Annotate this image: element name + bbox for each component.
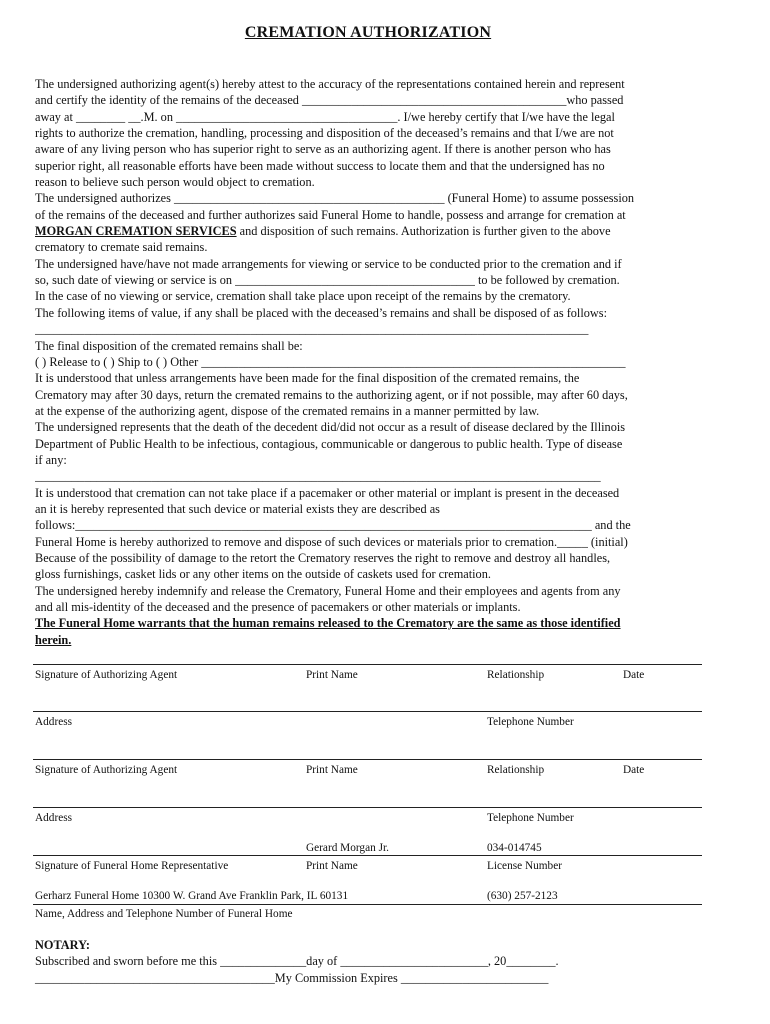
warranty-line: The Funeral Home warrants that the human remains released to the Crematory are the same as those identified	[35, 616, 621, 631]
body-line: aware of any living person who has superior right to serve as an authorizing agent. If there is another person who has	[35, 142, 611, 157]
telephone-label: Telephone Number	[487, 812, 574, 824]
body-line: ( ) Release to ( ) Ship to ( ) Other _____________________________________________________________________	[35, 354, 626, 369]
relationship-label: Relationship	[487, 669, 545, 681]
blank-line: __________________________________________________________________________________________	[35, 322, 589, 337]
authorization-body	[35, 76, 707, 648]
agent-signature-label: Signature of Authorizing Agent	[35, 669, 178, 681]
body-line: and all mis-identity of the deceased and the presence of pacemakers or other materials or implants.	[35, 600, 521, 614]
body-line: The final disposition of the cremated remains shall be:	[35, 338, 303, 353]
body-line: The undersigned have/have not made arrangements for viewing or service to be conducted prior to the cremation and if	[35, 256, 622, 271]
address-line	[33, 711, 702, 712]
telephone-label: Telephone Number	[487, 716, 574, 728]
body-line: gloss furnishings, casket lids or any other items on the outside of caskets used for cremation.	[35, 567, 491, 582]
body-line: if any:	[35, 452, 67, 467]
body-line: It is understood that unless arrangements have been made for the final disposition of the cremated remains, the	[35, 371, 580, 386]
signature-line	[33, 759, 702, 760]
body-line: reason to believe such person would object to cremation.	[35, 175, 315, 190]
body-line: follows:____________________________________________________________________________________ and the	[35, 518, 631, 533]
print-name-label: Print Name	[306, 669, 358, 681]
body-line: crematory to cremate said remains.	[35, 240, 208, 255]
body-line	[35, 223, 707, 239]
document-title: CREMATION AUTHORIZATION	[244, 24, 492, 41]
warranty-line: herein.	[35, 632, 72, 647]
funeral-home-info: Gerharz Funeral Home 10300 W. Grand Ave Franklin Park, IL 60131	[35, 890, 349, 902]
print-name-label: Print Name	[306, 860, 358, 872]
agent-signature-label: Signature of Authorizing Agent	[35, 764, 178, 776]
body-line: The undersigned hereby indemnify and release the Crematory, Funeral Home and their employees and agents from any	[35, 583, 621, 598]
representative-signature-label: Signature of Funeral Home Representative	[35, 860, 229, 872]
print-name-label: Print Name	[306, 764, 358, 776]
date-label: Date	[623, 764, 645, 776]
body-line: so, such date of viewing or service is on _______________________________________ to be followed by cremation.	[35, 273, 620, 288]
date-label: Date	[623, 669, 645, 681]
funeral-home-line	[33, 904, 702, 905]
body-line: Department of Public Health to be infectious, contagious, communicable or dangerous to public health. Type of disease	[35, 436, 623, 451]
body-line: and certify the identity of the remains of the deceased ___________________________________________who passed	[35, 93, 624, 108]
body-line: The undersigned represents that the death of the decedent did/did not occur as a result of disease declared by the Illinois	[35, 420, 626, 435]
body-line: an it is hereby represented that such device or material exists they are described as	[35, 501, 440, 516]
funeral-home-phone: (630) 257-2123	[487, 890, 558, 902]
license-number: 034-014745	[487, 842, 542, 854]
body-line: Crematory may after 30 days, return the cremated remains to the authorizing agent, or if not possible, may after 60 days,	[35, 387, 628, 402]
notary-section	[35, 937, 707, 986]
body-line: Funeral Home is hereby authorized to remove and dispose of such devices or materials prior to cremation._____ (initial)	[35, 534, 628, 549]
representative-name: Gerard Morgan Jr.	[306, 842, 389, 854]
relationship-label: Relationship	[487, 764, 545, 776]
crematory-name: MORGAN CREMATION SERVICES	[35, 224, 237, 239]
address-line	[33, 807, 702, 808]
notary-line: _______________________________________My Commission Expires ________________________	[35, 970, 549, 985]
crematory-line-rest: and disposition of such remains. Authorization is further given to the above	[236, 224, 611, 239]
signature-line	[33, 664, 702, 665]
body-line: In the case of no viewing or service, cremation shall take place upon receipt of the remains by the crematory.	[35, 289, 571, 304]
body-line: It is understood that cremation can not take place if a pacemaker or other material or implant is present in the deceased	[35, 485, 620, 500]
address-label: Address	[35, 812, 73, 824]
body-line: rights to authorize the cremation, handling, processing and disposition of the deceased’s remains and that I/we are not	[35, 126, 614, 141]
notary-heading: NOTARY:	[35, 938, 90, 952]
body-line: Because of the possibility of damage to the retort the Crematory reserves the right to remove and destroy all handles,	[35, 550, 611, 565]
body-line: The undersigned authorizes ____________________________________________ (Funeral Home) to assume possession	[35, 191, 635, 206]
funeral-home-label: Name, Address and Telephone Number of Funeral Home	[35, 908, 293, 920]
blank-line: ____________________________________________________________________________________________	[35, 469, 601, 484]
body-line: away at ________ __.M. on ____________________________________. I/we hereby certify that I/we have the legal	[35, 109, 615, 124]
body-line: at the expense of the authorizing agent, dispose of the cremated remains in a manner permitted by law.	[35, 403, 540, 418]
body-line: The following items of value, if any shall be placed with the deceased’s remains and shall be disposed of as follows:	[35, 305, 607, 320]
address-label: Address	[35, 716, 73, 728]
body-line: of the remains of the deceased and further authorizes said Funeral Home to handle, possess and arrange for cremation at	[35, 207, 626, 222]
license-number-label: License Number	[487, 860, 562, 872]
body-line: The undersigned authorizing agent(s) hereby attest to the accuracy of the representations contained herein and represent	[35, 77, 625, 91]
body-line: superior right, all reasonable efforts have been made without success to locate them and that the undersigned has no	[35, 158, 605, 173]
representative-signature-line	[33, 855, 702, 856]
notary-line: Subscribed and sworn before me this ______________day of ________________________, 20________.	[35, 954, 559, 969]
